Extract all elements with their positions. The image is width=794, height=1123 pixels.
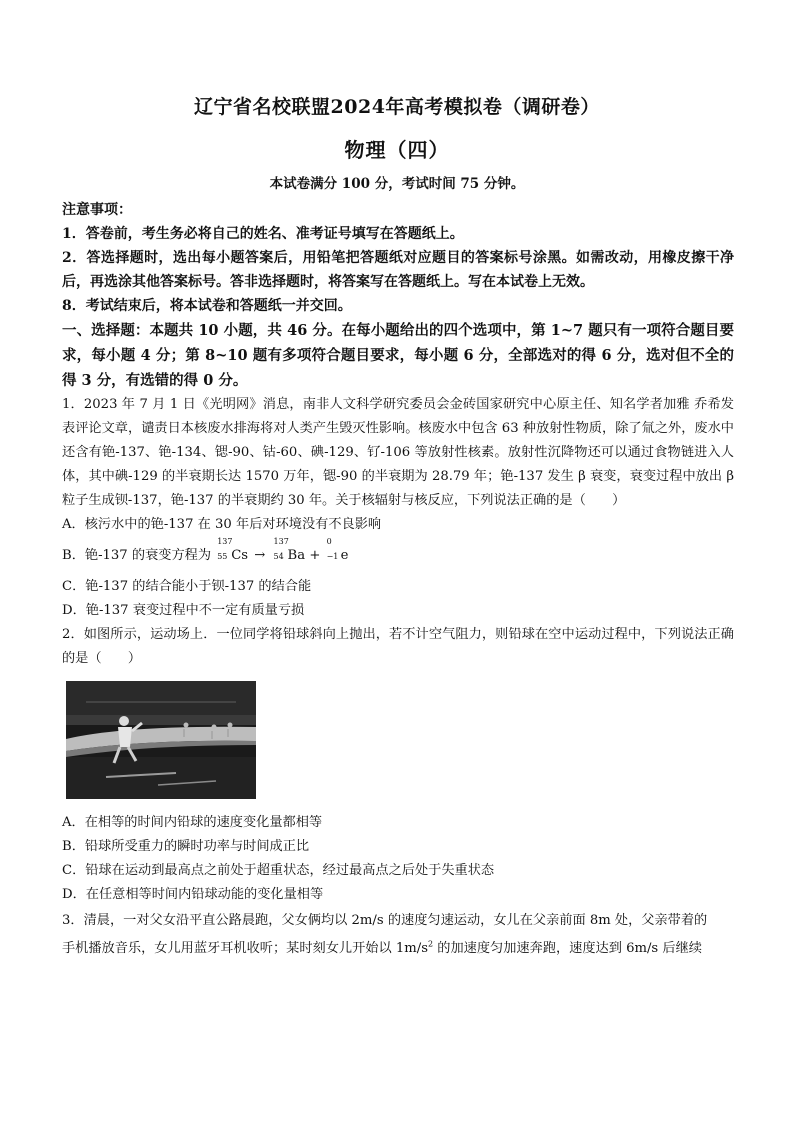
- e-symbol: e: [340, 548, 349, 563]
- question-2-stem: 2．如图所示，运动场上．一位同学将铅球斜向上抛出，若不计空气阻力，则铅球在空中运动过程中，下列说法正确的是（ ）: [62, 627, 734, 666]
- exam-title: 辽宁省名校联盟2024年高考模拟卷（调研卷）: [194, 96, 600, 118]
- question-2-option-d: D．在任意相等时间内铅球动能的变化量相等: [62, 887, 324, 902]
- question-1-option-b: [62, 537, 734, 569]
- q3-exponent: 2: [427, 939, 434, 949]
- option-b-prefix: B．铯-137 的衰变方程为: [62, 548, 212, 563]
- ba-symbol: Ba: [287, 548, 306, 563]
- shot-put-photo-image: [66, 681, 256, 799]
- question-1-option-d: D．铯-137 衰变过程中不一定有质量亏损: [62, 603, 305, 618]
- e-charge: −1: [326, 552, 339, 561]
- question-3: [62, 907, 734, 963]
- question-2-option-c: C．铅球在运动到最高点之前处于超重状态，经过最高点之后处于失重状态: [62, 863, 495, 878]
- reaction-plus: +: [309, 548, 321, 563]
- exam-subtitle: 物理（四）: [344, 138, 450, 162]
- reaction-arrow: →: [254, 548, 266, 563]
- note-item-3: 8．考试结束后，将本试卷和答题纸一并交回。: [62, 298, 352, 314]
- note-item-1: 1．答卷前，考生务必将自己的姓名、准考证号填写在答题纸上。: [62, 226, 464, 242]
- cs-mass: 137: [217, 537, 233, 546]
- ba-mass: 137: [273, 537, 289, 546]
- nuclide-e: [326, 537, 349, 569]
- notes-section: [62, 198, 734, 318]
- notes-heading: 注意事项：: [62, 202, 132, 218]
- question-1-option-c: C．铯-137 的结合能小于钡-137 的结合能: [62, 579, 312, 594]
- ba-charge: 54: [273, 552, 284, 561]
- q3-line2-part-a: 手机播放音乐，女儿用蓝牙耳机收听；某时刻女儿开始以 1m/s: [62, 941, 428, 956]
- shot-put-photo: [66, 681, 734, 803]
- exam-body: [62, 198, 734, 963]
- nuclide-cs: [217, 537, 249, 569]
- question-3-line-1: 3．清晨，一对父女沿平直公路晨跑，父女俩均以 2m/s 的速度匀速运动，女儿在父亲前面 8m 处，父亲带着的: [62, 913, 708, 928]
- question-1-stem: 1．2023 年 7 月 1 日《光明网》消息，南非人文科学研究委员会金砖国家研究中心原主任、知名学者加雅 乔希发表评论文章，谴责日本核废水排海将对人类产生毁灭性影响。核废水中包含 63 种放射性物质，除了氚之外，废水中还含有铯-137、铯-134、锶-90、钴-60、碘-129、钌-106 等放射性核素。放射性沉降物还可以通过食物链进入人体，其中碘-129 的半衰期长达 1570 万年，锶-90 的半衰期为 28.79 年；铯-137 发生 β 衰变，衰变过程中放出 β 粒子生成钡-137，铯-137 的半衰期约 30 年。关于核辐射与核反应，下列说法正确的是（ ）: [62, 397, 734, 508]
- question-1: [62, 393, 734, 623]
- question-2: [62, 623, 734, 907]
- question-2-option-b: B．铅球所受重力的瞬时功率与时间成正比: [62, 839, 310, 854]
- e-mass: 0: [326, 537, 332, 546]
- nuclide-ba: [273, 537, 306, 569]
- section-choice-intro: 一、选择题：本题共 10 小题，共 46 分。在每小题给出的四个选项中，第 1~7 题只有一项符合题目要求，每小题 4 分；第 8~10 题有多项符合题目要求，每小题 6 分，全部选对的得 6 分，选对但不全的得 3 分，有选错的得 0 分。: [62, 322, 734, 389]
- question-2-option-a: A．在相等的时间内铅球的速度变化量都相等: [62, 815, 323, 830]
- cs-symbol: Cs: [231, 548, 249, 563]
- cs-charge: 55: [217, 552, 228, 561]
- note-item-2: 2．答选择题时，选出每小题答案后，用铅笔把答题纸对应题目的答案标号涂黑。如需改动，用橡皮擦干净后，再选涂其他答案标号。答非选择题时，将答案写在答题纸上。写在本试卷上无效。: [62, 250, 734, 290]
- question-1-option-a: A．核污水中的铯-137 在 30 年后对环境没有不良影响: [62, 517, 382, 532]
- question-3-line-2: [62, 935, 734, 963]
- q3-line2-part-b: 的加速度匀加速奔跑，速度达到 6m/s 后继续: [433, 941, 702, 956]
- score-time-line: 本试卷满分 100 分，考试时间 75 分钟。: [269, 176, 525, 192]
